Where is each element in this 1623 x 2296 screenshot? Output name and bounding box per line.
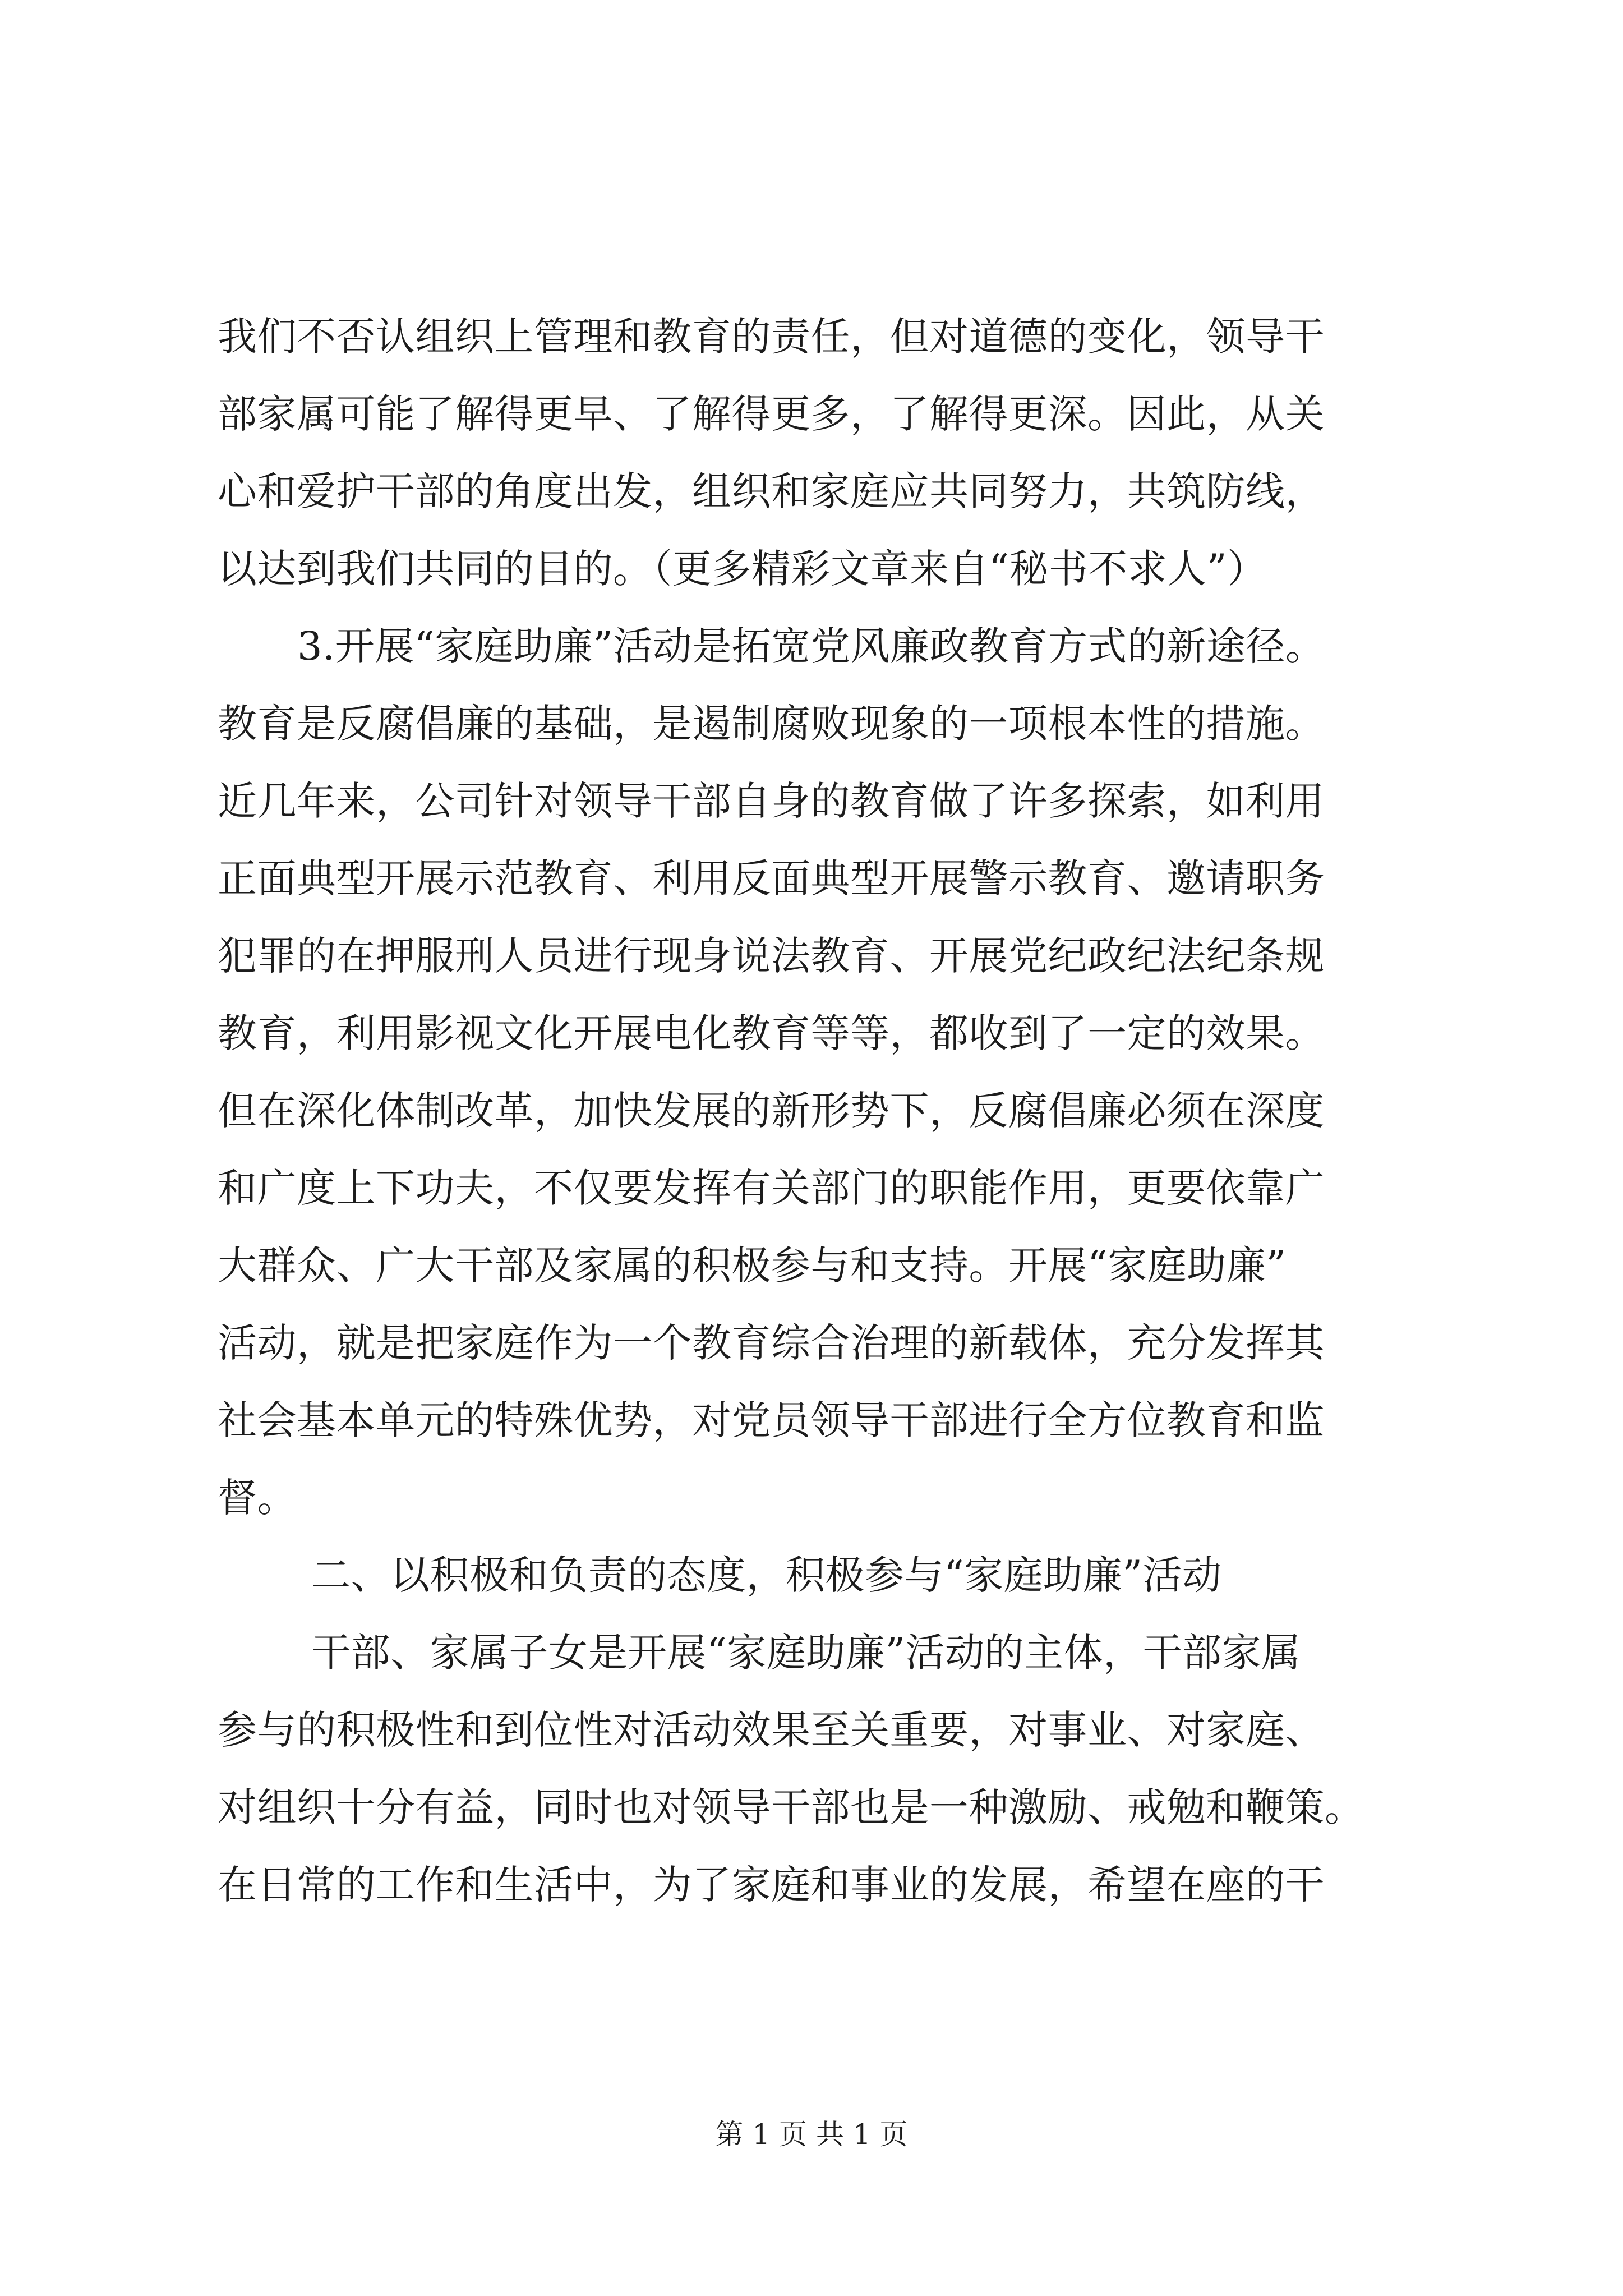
text-line: 社会基本单元的特殊优势，对党员领导干部进行全方位教育和监: [218, 1397, 1325, 1443]
text-line: 正面典型开展示范教育、利用反面典型开展警示教育、邀请职务: [218, 855, 1325, 901]
text-line: 在日常的工作和生活中，为了家庭和事业的发展，希望在座的干: [218, 1862, 1325, 1908]
text-line: 近几年来，公司针对领导干部自身的教育做了许多探索，如利用: [218, 778, 1325, 824]
page-footer: [0, 2115, 1623, 2154]
text-line: 教育，利用影视文化开展电化教育等等，都收到了一定的效果。: [218, 1010, 1325, 1056]
page-number: 第 1 页 共 1 页: [715, 2118, 908, 2151]
text-line: 以达到我们共同的目的。（更多精彩文章来自“秘书不求人”）: [218, 546, 1267, 592]
text-line: 心和爱护干部的角度出发，组织和家庭应共同努力，共筑防线，: [218, 468, 1325, 514]
text-line: 犯罪的在押服刑人员进行现身说法教育、开展党纪政纪法纪条规: [218, 933, 1325, 979]
text-line: 对组织十分有益，同时也对领导干部也是一种激励、戒勉和鞭策。: [218, 1784, 1364, 1830]
text-line: 大群众、广大干部及家属的积极参与和支持。开展“家庭助廉”: [218, 1243, 1287, 1289]
text-line: 和广度上下功夫，不仅要发挥有关部门的职能作用，更要依靠广: [218, 1165, 1325, 1211]
text-line: 我们不否认组织上管理和教育的责任，但对道德的变化，领导干: [218, 314, 1325, 360]
text-line: 部家属可能了解得更早、了解得更多，了解得更深。因此，从关: [218, 391, 1325, 437]
paragraph-first-line: 干部、家属子女是开展“家庭助廉”活动的主体，干部家属: [311, 1630, 1301, 1676]
text-line: 参与的积极性和到位性对活动效果至关重要，对事业、对家庭、: [218, 1707, 1325, 1753]
text-line: 督。: [218, 1475, 297, 1521]
text-line: 活动，就是把家庭作为一个教育综合治理的新载体，充分发挥其: [218, 1320, 1325, 1366]
section-3-first-line: 3.开展“家庭助廉”活动是拓宽党风廉政教育方式的新途径。: [297, 623, 1325, 669]
text-line: 但在深化体制改革，加快发展的新形势下，反腐倡廉必须在深度: [218, 1088, 1325, 1134]
section-heading: 二、以积极和负责的态度，积极参与“家庭助廉”活动: [311, 1552, 1222, 1598]
text-line: 教育是反腐倡廉的基础，是遏制腐败现象的一项根本性的措施。: [218, 701, 1325, 747]
